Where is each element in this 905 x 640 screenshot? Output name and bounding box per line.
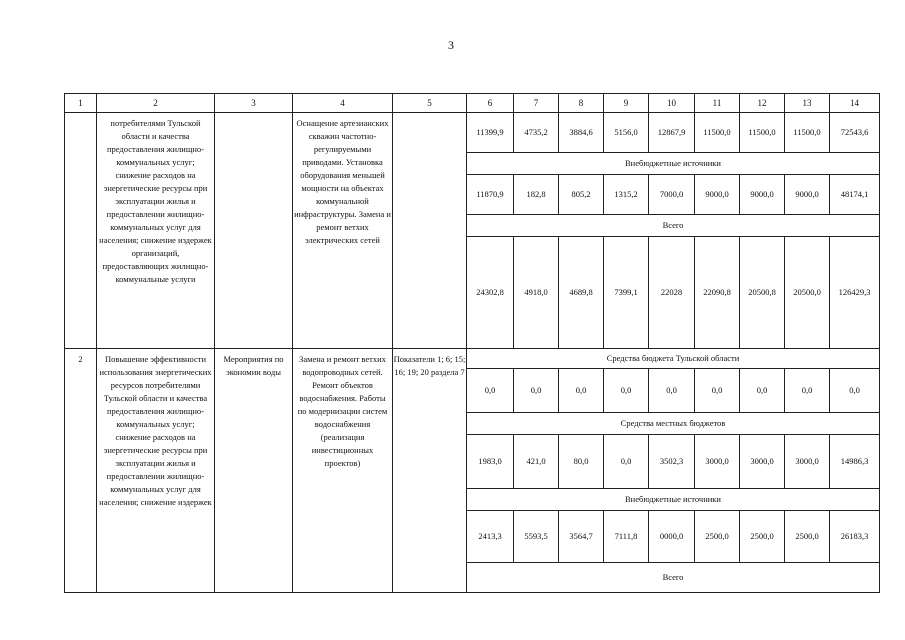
value-cell: 3564,7: [559, 511, 604, 563]
value-cell: 11500,0: [740, 113, 785, 153]
funding-source-label: Средства местных бюджетов: [467, 413, 880, 435]
value-cell: 7399,1: [604, 237, 649, 349]
value-cell: 4689,8: [559, 237, 604, 349]
value-cell: 0,0: [514, 369, 559, 413]
value-cell: 80,0: [559, 435, 604, 489]
value-cell: 7111,8: [604, 511, 649, 563]
value-cell: 72543,6: [830, 113, 880, 153]
value-cell: 0,0: [604, 435, 649, 489]
header-cell: 5: [393, 94, 467, 113]
row-number: [65, 113, 97, 349]
funding-source-label: Средства бюджета Тульской области: [467, 349, 880, 369]
value-cell: 2500,0: [785, 511, 830, 563]
indicators: Показатели 1; 6; 15; 16; 19; 20 раздела 7: [393, 349, 467, 593]
total-label: Всего: [467, 563, 880, 593]
value-cell: 12867,9: [649, 113, 695, 153]
value-cell: 48174,1: [830, 175, 880, 215]
value-cell: 24302,8: [467, 237, 514, 349]
value-cell: 4735,2: [514, 113, 559, 153]
value-cell: 1983,0: [467, 435, 514, 489]
activities-text: Оснащение артезианских скважин частотно-регулируемыми приводами. Установка оборудования меньшей мощности на объектах коммунальной инфраструктуры. Замена и ремонт ветхих электрических сетей: [294, 118, 391, 245]
header-cell: 6: [467, 94, 514, 113]
source-label-row: [65, 349, 880, 369]
row-number: 2: [65, 349, 97, 593]
value-cell: 0,0: [604, 369, 649, 413]
header-cell: 14: [830, 94, 880, 113]
header-cell: 11: [695, 94, 740, 113]
value-cell: 5593,5: [514, 511, 559, 563]
activities-description: [293, 113, 393, 349]
value-cell: 11500,0: [695, 113, 740, 153]
value-cell: 4918,0: [514, 237, 559, 349]
value-cell: 2413,3: [467, 511, 514, 563]
value-cell: 7000,0: [649, 175, 695, 215]
value-cell: 11500,0: [785, 113, 830, 153]
value-cell: 0,0: [830, 369, 880, 413]
value-cell: 0,0: [467, 369, 514, 413]
value-cell: 126429,3: [830, 237, 880, 349]
value-cell: 0,0: [785, 369, 830, 413]
header-cell: 13: [785, 94, 830, 113]
value-cell: 2500,0: [740, 511, 785, 563]
goal-text: потребителями Тульской области и качества предоставления жилищно-коммунальных услуг; снижение расходов на энергетические ресурсы при эксплуатации жилья и предоставлении жилищно-коммунальных услуг для населения; снижение издержек организаций, предоставляющих жилищно-коммунальные услуги: [99, 118, 212, 284]
value-cell: 11399,9: [467, 113, 514, 153]
value-cell: 3000,0: [785, 435, 830, 489]
value-cell: 22028: [649, 237, 695, 349]
header-cell: 9: [604, 94, 649, 113]
header-cell: 7: [514, 94, 559, 113]
page-number: 3: [448, 38, 454, 52]
value-cell: 9000,0: [785, 175, 830, 215]
activities-text: Замена и ремонт ветхих водопроводных сетей. Ремонт объектов водоснабжения. Работы по модернизации систем водоснабжения (реализация инвестиционных проектов): [297, 354, 388, 468]
header-cell: 10: [649, 94, 695, 113]
value-cell: 14986,3: [830, 435, 880, 489]
table-row: [65, 113, 880, 153]
funding-source-label: Внебюджетные источники: [467, 489, 880, 511]
value-cell: 9000,0: [695, 175, 740, 215]
header-cell: 1: [65, 94, 97, 113]
value-cell: 22090,8: [695, 237, 740, 349]
value-cell: 26183,3: [830, 511, 880, 563]
indicators: [393, 113, 467, 349]
value-cell: 3000,0: [740, 435, 785, 489]
goal-description: [97, 349, 215, 593]
value-cell: 11870,9: [467, 175, 514, 215]
value-cell: 20500,0: [785, 237, 830, 349]
measure-name: [215, 113, 293, 349]
value-cell: 3502,3: [649, 435, 695, 489]
value-cell: 805,2: [559, 175, 604, 215]
value-cell: 0,0: [649, 369, 695, 413]
value-cell: 0,0: [695, 369, 740, 413]
header-cell: 12: [740, 94, 785, 113]
value-cell: 0000,0: [649, 511, 695, 563]
value-cell: 9000,0: [740, 175, 785, 215]
header-cell: 4: [293, 94, 393, 113]
value-cell: 2500,0: [695, 511, 740, 563]
goal-text: Повышение эффективности использования энергетических ресурсов потребителями Тульской области и качества предоставления жилищно-коммунальных услуг; снижение расходов на энергетические ресурсы при эксплуатации жилья и предоставлении жилищно-коммунальных услуг для населения; снижение издержек: [99, 354, 212, 507]
activities-description: [293, 349, 393, 593]
header-cell: 8: [559, 94, 604, 113]
value-cell: 20500,8: [740, 237, 785, 349]
value-cell: 5156,0: [604, 113, 649, 153]
value-cell: 182,8: [514, 175, 559, 215]
value-cell: 421,0: [514, 435, 559, 489]
goal-description: [97, 113, 215, 349]
value-cell: 1315,2: [604, 175, 649, 215]
header-cell: 3: [215, 94, 293, 113]
value-cell: 0,0: [740, 369, 785, 413]
program-table: [64, 93, 880, 593]
value-cell: 3884,6: [559, 113, 604, 153]
total-label: Всего: [467, 215, 880, 237]
value-cell: 0,0: [559, 369, 604, 413]
header-row: [65, 94, 880, 113]
header-cell: 2: [97, 94, 215, 113]
measure-name: Мероприятия по экономии воды: [215, 349, 293, 593]
value-cell: 3000,0: [695, 435, 740, 489]
funding-source-label: Внебюджетные источники: [467, 153, 880, 175]
